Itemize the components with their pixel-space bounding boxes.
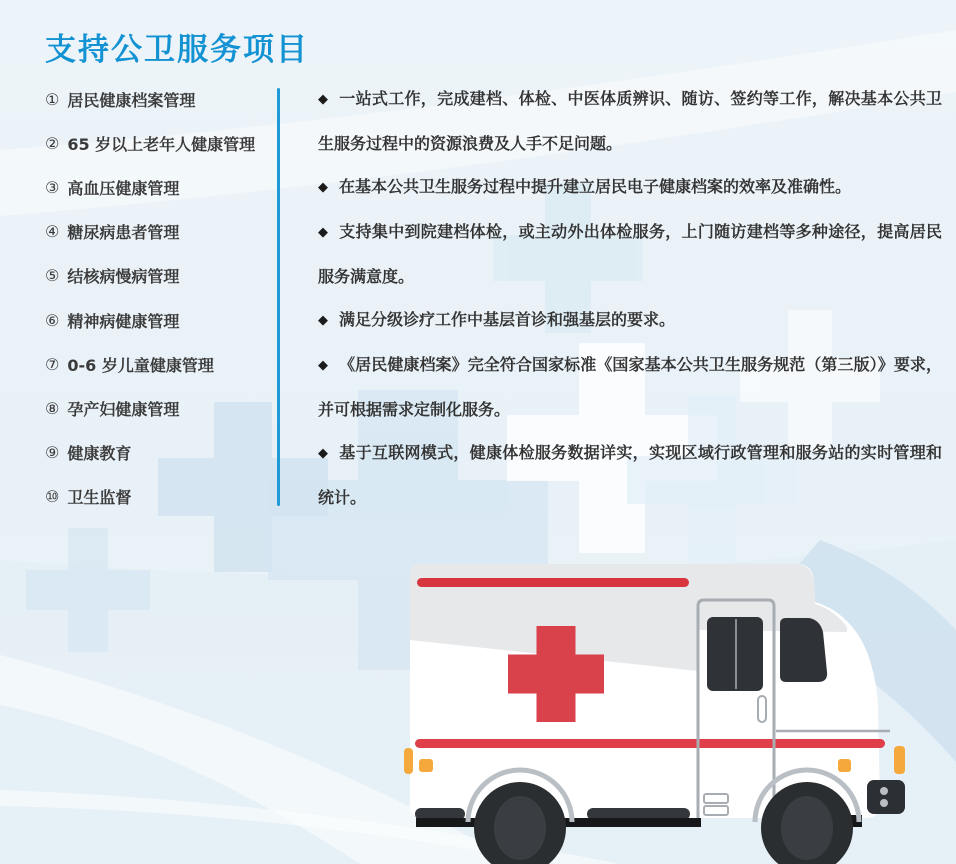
diamond-bullet-icon: ◆ xyxy=(318,180,328,195)
door-handle xyxy=(758,696,766,722)
diamond-bullet-icon: ◆ xyxy=(318,358,329,373)
item-number: ② xyxy=(45,133,60,153)
list-item xyxy=(45,298,275,342)
top-red-stripe xyxy=(417,578,689,587)
item-label: 健康教育 xyxy=(67,444,132,464)
item-label: 结核病慢病管理 xyxy=(67,267,180,287)
service-list xyxy=(45,77,275,519)
item-label: 高血压健康管理 xyxy=(67,178,180,198)
feature-item xyxy=(318,165,942,210)
bumper-bolt xyxy=(880,799,888,807)
diamond-bullet-icon: ◆ xyxy=(318,92,329,107)
list-item xyxy=(45,475,275,519)
feature-item xyxy=(318,343,942,431)
feature-item xyxy=(318,431,942,519)
list-item xyxy=(45,431,275,475)
item-number: ⑥ xyxy=(45,310,60,330)
item-number: ① xyxy=(45,89,60,109)
list-item xyxy=(45,77,275,121)
bumper-bolt xyxy=(880,787,888,795)
item-label: 孕产妇健康管理 xyxy=(67,399,180,419)
item-number: ③ xyxy=(45,177,60,197)
list-item xyxy=(45,254,275,298)
feature-text: 在基本公共卫生服务过程中提升建立居民电子健康档案的效率及准确性。 xyxy=(339,177,852,196)
list-item xyxy=(45,165,275,209)
item-label: 糖尿病患者管理 xyxy=(67,223,180,243)
page-title: 支持公卫服务项目 xyxy=(45,32,309,68)
list-item xyxy=(45,342,275,386)
diamond-bullet-icon: ◆ xyxy=(318,225,329,240)
mid-red-stripe xyxy=(415,739,885,748)
front-window xyxy=(780,618,827,682)
feature-item xyxy=(318,77,942,165)
diamond-bullet-icon: ◆ xyxy=(318,446,329,461)
feature-bullets xyxy=(318,77,942,519)
feature-text: 基于互联网模式，健康体检服务数据详实，实现区域行政管理和服务站的实时管理和统计。 xyxy=(318,443,942,507)
ambulance-illustration xyxy=(390,560,956,864)
item-number: ⑧ xyxy=(45,398,60,418)
diamond-bullet-icon: ◆ xyxy=(318,313,328,328)
item-number: ⑤ xyxy=(45,266,60,286)
item-number: ⑨ xyxy=(45,443,60,463)
vertical-divider xyxy=(277,88,280,506)
list-item xyxy=(45,121,275,165)
item-label: 卫生监督 xyxy=(67,488,132,508)
list-item xyxy=(45,210,275,254)
front-bumper xyxy=(867,780,905,814)
item-label: 65 岁以上老年人健康管理 xyxy=(67,134,256,154)
feature-item xyxy=(318,298,942,343)
feature-text: 满足分级诊疗工作中基层首诊和强基层的要求。 xyxy=(339,310,676,329)
feature-text: 《居民健康档案》完全符合国家标准《国家基本公共卫生服务规范（第三版）》要求，并可根据需求定制化服务。 xyxy=(318,355,942,419)
list-item xyxy=(45,386,275,430)
feature-item xyxy=(318,210,942,298)
item-number: ④ xyxy=(45,222,60,242)
item-label: 居民健康档案管理 xyxy=(67,90,196,110)
item-number: ⑩ xyxy=(45,487,60,507)
feature-text: 一站式工作，完成建档、体检、中医体质辨识、随访、签约等工作，解决基本公共卫生服务过程中的资源浪费及人手不足问题。 xyxy=(318,89,942,153)
feature-text: 支持集中到院建档体检，或主动外出体检服务，上门随访建档等多种途径，提高居民服务满意度。 xyxy=(318,222,942,286)
item-label: 精神病健康管理 xyxy=(67,311,180,331)
item-label: 0-6 岁儿童健康管理 xyxy=(67,355,214,375)
item-number: ⑦ xyxy=(45,354,60,374)
